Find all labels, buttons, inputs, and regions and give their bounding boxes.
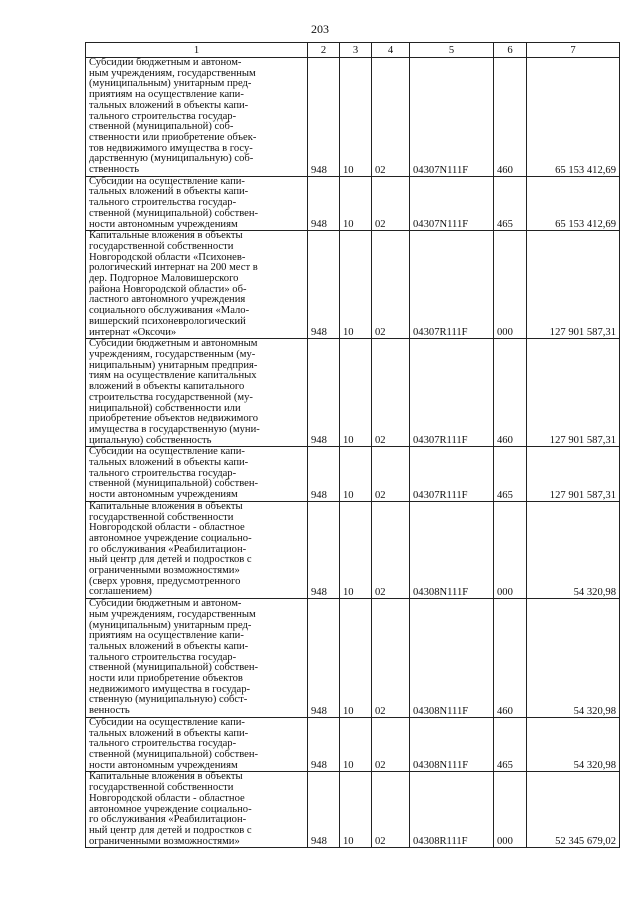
subsection-cell: 02 <box>372 58 410 177</box>
expense-name-line: тального строительства государ- <box>89 738 237 750</box>
expense-name-line: Субсидии бюджетным и автоном- <box>89 598 242 610</box>
expense-name-line: тальных вложений в объекты капи- <box>89 640 249 652</box>
target-article-cell: 04307R111F <box>410 339 494 447</box>
expense-name-line: государственной собственности <box>89 782 234 794</box>
expense-name-line: тов недвижимого имущества в госу- <box>89 142 253 154</box>
table-row <box>86 58 620 177</box>
expense-name-line: ственность <box>89 164 140 176</box>
expense-name-line: социального обслуживания «Мало- <box>89 305 250 317</box>
expense-name-line: (муниципальным) унитарным пред- <box>89 619 252 631</box>
expense-name-line: го обслуживания «Реабилитацион- <box>89 814 247 826</box>
expense-name-line: ственной (муниципальной) собствен- <box>89 478 259 490</box>
expense-name-line: соглашением) <box>89 586 152 598</box>
expense-name-line: тальных вложений в объекты капи- <box>89 457 249 469</box>
expense-name-line: недвижимого имущества в государ- <box>89 683 251 695</box>
expense-type-cell: 460 <box>494 58 527 177</box>
expense-type-cell: 460 <box>494 339 527 447</box>
ministry-code-cell: 948 <box>308 58 340 177</box>
expense-type-cell: 000 <box>494 501 527 598</box>
ministry-code-cell: 948 <box>308 231 340 339</box>
target-article-cell: 04307N111F <box>410 58 494 177</box>
section-cell: 10 <box>340 717 372 772</box>
expense-name-line: рологический интернат на 200 мест в <box>89 262 258 274</box>
subsection-cell: 02 <box>372 231 410 339</box>
expense-name-line: Субсидии на осуществление капи- <box>89 446 245 458</box>
expense-type-cell: 460 <box>494 599 527 718</box>
expense-name-line: строительства государственной (му- <box>89 391 253 403</box>
expense-name-line: учреждениям, государственным (му- <box>89 348 256 360</box>
expense-name-line: ности или приобретение объектов <box>89 673 243 685</box>
expense-name-line: ным учреждениям, государственным <box>89 608 256 620</box>
ministry-code-cell: 948 <box>308 447 340 502</box>
expense-name-line: государственной собственности <box>89 511 234 523</box>
expense-name-line: Субсидии бюджетным и автоном- <box>89 57 242 68</box>
expense-name-line: дер. Подгорное Маловишерского <box>89 273 239 285</box>
header-cell: 6 <box>494 43 527 58</box>
header-cell: 3 <box>340 43 372 58</box>
target-article-cell: 04307R111F <box>410 231 494 339</box>
ministry-code-cell: 948 <box>308 176 340 231</box>
table-body <box>86 58 620 848</box>
expense-name-cell <box>86 58 308 177</box>
expense-name-line: Новгородской области - областное <box>89 522 245 534</box>
expense-name-line: интернат «Оксочи» <box>89 326 177 338</box>
target-article-cell: 04307R111F <box>410 447 494 502</box>
expense-name-line: тального строительства государ- <box>89 467 237 479</box>
expense-name-line: венность <box>89 705 130 717</box>
ministry-code-cell: 948 <box>308 772 340 848</box>
section-cell: 10 <box>340 447 372 502</box>
expense-name-line: приятиям на осуществление капи- <box>89 630 244 642</box>
expense-name-cell <box>86 176 308 231</box>
amount-cell: 127 901 587,31 <box>527 339 620 447</box>
expense-name-cell <box>86 717 308 772</box>
expense-name-line: ственной (муниципальной) собствен- <box>89 207 259 219</box>
expense-name-line: Субсидии на осуществление капи- <box>89 716 245 728</box>
expense-type-cell: 000 <box>494 231 527 339</box>
ministry-code-cell: 948 <box>308 599 340 718</box>
amount-cell: 127 901 587,31 <box>527 231 620 339</box>
expense-name-cell <box>86 501 308 598</box>
expense-name-line: Капитальные вложения в объекты <box>89 230 243 242</box>
ministry-code-cell: 948 <box>308 501 340 598</box>
amount-cell: 65 153 412,69 <box>527 176 620 231</box>
expense-name-line: тальных вложений в объекты капи- <box>89 99 249 111</box>
expense-name-line: Капитальные вложения в объекты <box>89 500 243 512</box>
section-cell: 10 <box>340 176 372 231</box>
ministry-code-cell: 948 <box>308 339 340 447</box>
subsection-cell: 02 <box>372 501 410 598</box>
expense-name-line: тальных вложений в объекты капи- <box>89 186 249 198</box>
expense-name-line: (муниципальным) унитарным пред- <box>89 78 252 90</box>
expense-name-line: вишерский психоневрологический <box>89 315 246 327</box>
target-article-cell: 04307N111F <box>410 176 494 231</box>
expense-name-line: ограниченными возможностями» <box>89 835 240 847</box>
target-article-cell: 04308N111F <box>410 717 494 772</box>
amount-cell: 52 345 679,02 <box>527 772 620 848</box>
budget-table <box>85 42 620 848</box>
expense-name-cell <box>86 339 308 447</box>
expense-type-cell: 465 <box>494 447 527 502</box>
expense-name-line: приобретение объектов недвижимого <box>89 413 259 425</box>
amount-cell: 54 320,98 <box>527 501 620 598</box>
header-cell: 5 <box>410 43 494 58</box>
amount-cell: 54 320,98 <box>527 599 620 718</box>
expense-name-line: тальных вложений в объекты капи- <box>89 727 249 739</box>
expense-name-line: Субсидии бюджетным и автономным <box>89 338 258 350</box>
expense-name-line: Капитальные вложения в объекты <box>89 771 243 783</box>
subsection-cell: 02 <box>372 599 410 718</box>
expense-name-line: (сверх уровня, предусмотренного <box>89 575 241 587</box>
expense-type-cell: 465 <box>494 176 527 231</box>
table-row <box>86 176 620 231</box>
section-cell: 10 <box>340 599 372 718</box>
subsection-cell: 02 <box>372 447 410 502</box>
expense-name-line: Субсидии на осуществление капи- <box>89 175 245 187</box>
expense-name-line: ный центр для детей и подростков с <box>89 824 252 836</box>
header-row <box>86 43 620 58</box>
section-cell: 10 <box>340 501 372 598</box>
table-row <box>86 501 620 598</box>
subsection-cell: 02 <box>372 176 410 231</box>
expense-name-line: тального строительства государ- <box>89 197 237 209</box>
expense-name-line: тального строительства государ- <box>89 651 237 663</box>
expense-name-line: ципальную) собственность <box>89 434 212 446</box>
subsection-cell: 02 <box>372 717 410 772</box>
expense-name-line: Новгородской области «Психонев- <box>89 251 246 263</box>
amount-cell: 127 901 587,31 <box>527 447 620 502</box>
section-cell: 10 <box>340 58 372 177</box>
table-row <box>86 772 620 848</box>
expense-name-line: ственной (муниципальной) собствен- <box>89 749 259 760</box>
expense-name-line: ственности или приобретение объек- <box>89 131 257 143</box>
expense-name-line: вложений в объекты капитального <box>89 381 245 393</box>
target-article-cell: 04308N111F <box>410 501 494 598</box>
expense-name-line: ности автономным учреждениям <box>89 218 238 230</box>
expense-name-line: ный центр для детей и подростков с <box>89 554 252 566</box>
expense-type-cell: 000 <box>494 772 527 848</box>
expense-name-line: ластного автономного учреждения <box>89 294 246 306</box>
expense-name-line: имущества в государственную (муни- <box>89 423 260 435</box>
header-cell: 7 <box>527 43 620 58</box>
expense-name-line: го обслуживания «Реабилитацион- <box>89 543 247 555</box>
expense-name-line: приятиям на осуществление капи- <box>89 89 244 101</box>
expense-name-line: ным учреждениям, государственным <box>89 67 256 79</box>
expense-name-line: ственной (муниципальной) соб- <box>89 121 234 133</box>
expense-name-line: тального строительства государ- <box>89 110 237 122</box>
expense-name-line: ниципальной) собственности или <box>89 402 241 414</box>
target-article-cell: 04308R111F <box>410 772 494 848</box>
expense-name-cell <box>86 231 308 339</box>
subsection-cell: 02 <box>372 339 410 447</box>
section-cell: 10 <box>340 339 372 447</box>
page-number: 203 <box>311 22 329 36</box>
expense-name-line: автономное учреждение социально- <box>89 532 252 544</box>
subsection-cell: 02 <box>372 772 410 848</box>
expense-name-line: ности автономным учреждениям <box>89 489 238 501</box>
header-cell: 4 <box>372 43 410 58</box>
expense-name-line: района Новгородской области» об- <box>89 283 247 295</box>
amount-cell: 54 320,98 <box>527 717 620 772</box>
table-row <box>86 717 620 772</box>
expense-name-line: ниципальным) унитарным предприя- <box>89 359 258 371</box>
section-cell: 10 <box>340 772 372 848</box>
table-row <box>86 599 620 718</box>
header-cell: 2 <box>308 43 340 58</box>
section-cell: 10 <box>340 231 372 339</box>
ministry-code-cell: 948 <box>308 717 340 772</box>
expense-name-line: Новгородской области - областное <box>89 792 245 804</box>
expense-name-cell <box>86 599 308 718</box>
expense-name-line: государственной собственности <box>89 240 234 252</box>
header-cell: 1 <box>86 43 308 58</box>
target-article-cell: 04308N111F <box>410 599 494 718</box>
expense-name-line: тиям на осуществление капитальных <box>89 370 257 382</box>
table-row <box>86 447 620 502</box>
expense-name-line: ограниченными возможностями» <box>89 565 240 577</box>
expense-name-cell <box>86 772 308 848</box>
expense-name-line: ственную (муниципальную) собст- <box>89 694 248 706</box>
expense-name-line: дарственную (муниципальную) соб- <box>89 153 254 165</box>
expense-name-line: ности автономным учреждениям <box>89 759 238 771</box>
table-row <box>86 339 620 447</box>
expense-name-line: ственной (муниципальной) собствен- <box>89 662 259 674</box>
amount-cell: 65 153 412,69 <box>527 58 620 177</box>
expense-name-cell <box>86 447 308 502</box>
expense-type-cell: 465 <box>494 717 527 772</box>
table-row <box>86 231 620 339</box>
expense-name-line: автономное учреждение социально- <box>89 803 252 815</box>
